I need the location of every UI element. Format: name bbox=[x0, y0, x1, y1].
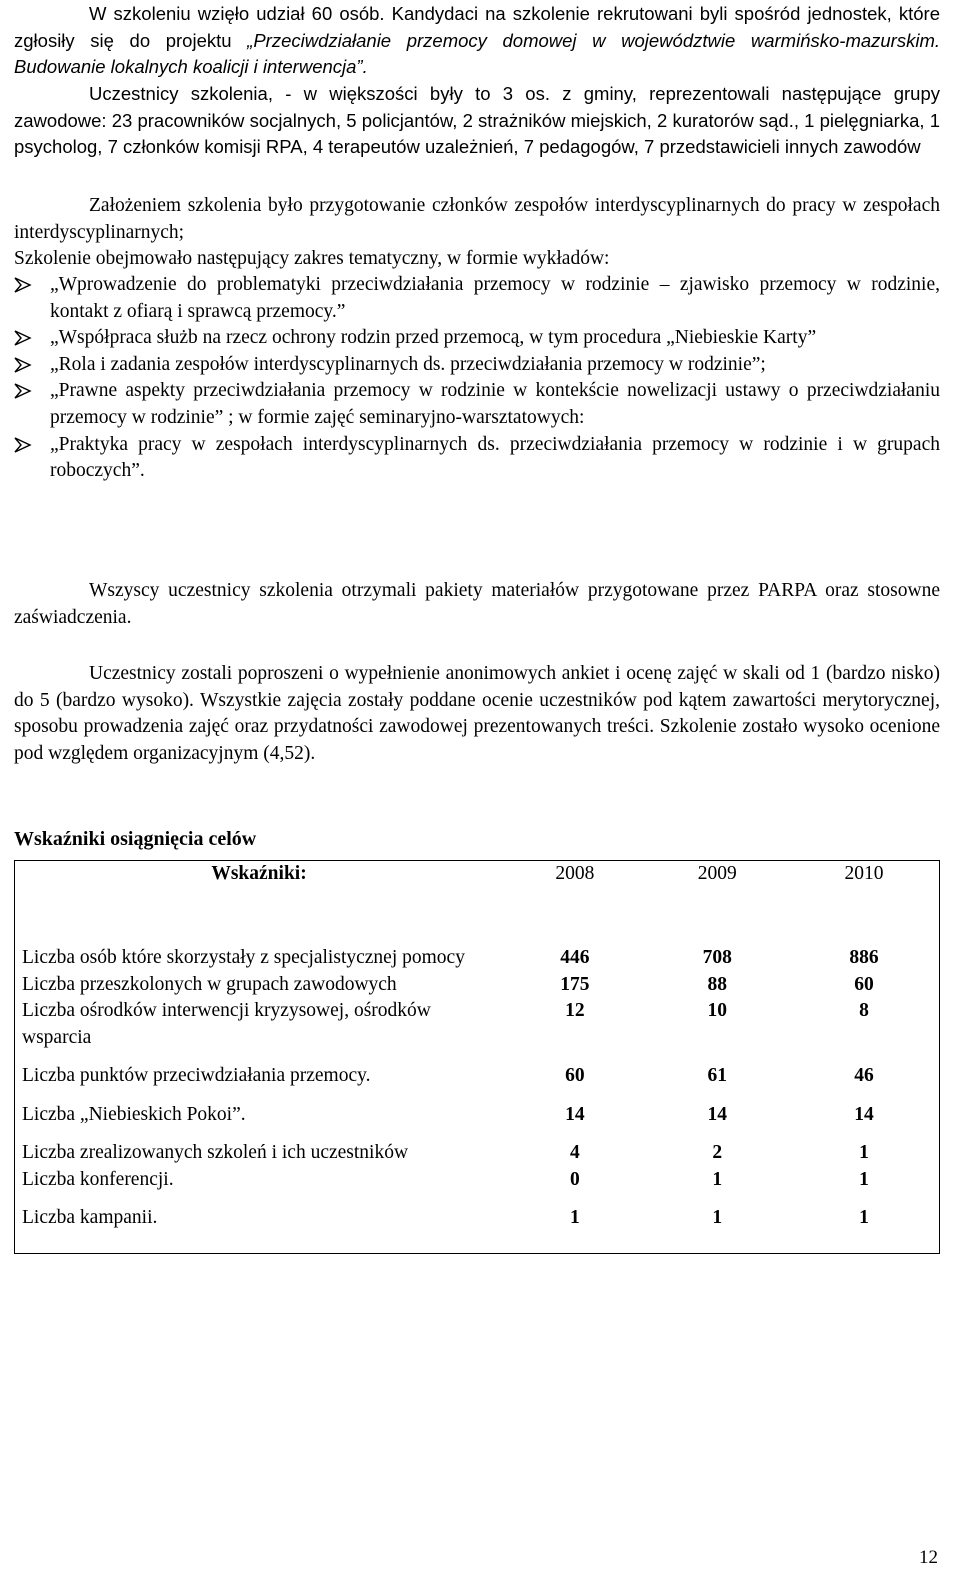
topics-list bbox=[14, 272, 940, 485]
page-number: 12 bbox=[919, 1547, 938, 1568]
table-row bbox=[15, 972, 940, 999]
row-label: Liczba osób które skorzystały z specjalistycznej pomocy bbox=[22, 947, 465, 968]
list-item: „Prawne aspekty przeciwdziałania przemocy w rodzinie w kontekście nowelizacji ustawy o przeciwdziałaniu przemocy w rodzinie” ; w formie zajęć seminaryjno-warsztatowych: bbox=[14, 378, 940, 431]
cell-value: 886 bbox=[849, 947, 879, 968]
cell-value: 60 bbox=[854, 973, 874, 995]
cell-value: 46 bbox=[854, 1065, 874, 1086]
cell-value: 88 bbox=[707, 973, 728, 995]
cell-value: 1 bbox=[569, 1207, 580, 1228]
row-label: Liczba konferencji. bbox=[22, 1168, 174, 1190]
cell-value: 708 bbox=[702, 947, 732, 968]
row-label: Liczba „Niebieskich Pokoi”. bbox=[22, 1103, 246, 1125]
cell-value: 14 bbox=[707, 1103, 728, 1125]
header-indicators: Wskaźniki: bbox=[211, 863, 307, 884]
table-row bbox=[15, 1063, 940, 1090]
table-row bbox=[15, 1102, 940, 1129]
table-row bbox=[15, 1140, 940, 1167]
table-row bbox=[15, 945, 940, 972]
table-row bbox=[15, 1205, 940, 1232]
evaluation-paragraph: Uczestnicy zostali poproszeni o wypełnienie anonimowych ankiet i ocenę zajęć w skali od 1 (bardzo nisko) do 5 (bardzo wysoko). Wszystkie zajęcia zostały poddane ocenie uczestników pod kątem zawartości merytorycznej, sposobu prowadzenia zajęć oraz przydatności zawodowej prezentowanych treści. Szkolenie zostało wysoko ocenione pod względem organizacyjnym (4,52). bbox=[14, 663, 940, 764]
cell-value: 60 bbox=[565, 1065, 585, 1086]
list-item: „Współpraca służb na rzecz ochrony rodzin przed przemocą, w tym procedura „Niebieskie Karty” bbox=[14, 325, 940, 352]
cell-value: 61 bbox=[707, 1065, 728, 1086]
row-label: Liczba zrealizowanych szkoleń i ich uczestników bbox=[22, 1142, 409, 1163]
header-year: 2010 bbox=[844, 863, 884, 884]
arrow-bullet-icon bbox=[14, 325, 50, 346]
row-label: Liczba punktów przeciwdziałania przemocy. bbox=[22, 1065, 371, 1086]
participants-paragraph: Uczestnicy szkolenia, - w większości były to 3 os. z gminy, reprezentowali następujące grupy zawodowe: 23 pracowników socjalnych, 5 policjantów, 2 strażników miejskich, 2 kuratorów sąd., 1 pielęgniarka, 1 psycholog, 7 członków komisji RPA, 4 terapeutów uzależnień, 7 pedagogów, 7 przedstawicieli innych zawodów bbox=[14, 83, 940, 158]
list-item: „Rola i zadania zespołów interdyscyplinarnych ds. przeciwdziałania przemocy w rodzinie”; bbox=[14, 352, 940, 379]
cell-value: 10 bbox=[707, 1000, 728, 1021]
cell-value: 175 bbox=[560, 973, 590, 995]
table-header-row bbox=[15, 861, 940, 934]
indicators-table bbox=[14, 860, 940, 1254]
cell-value: 8 bbox=[859, 1000, 869, 1021]
header-year: 2009 bbox=[697, 863, 737, 884]
arrow-bullet-icon bbox=[14, 352, 50, 373]
table-row bbox=[15, 998, 940, 1051]
cell-value: 1 bbox=[859, 1207, 869, 1228]
intro-paragraph bbox=[14, 1, 940, 81]
intro-text: W szkoleniu wzięło udział 60 osób. Kandydaci na szkolenie rekrutowani byli spośród jednostek, które zgłosiły się do projektu bbox=[14, 3, 940, 51]
row-label: Liczba kampanii. bbox=[22, 1207, 158, 1228]
scope-paragraph: Szkolenie obejmowało następujący zakres tematyczny, w formie wykładów: bbox=[14, 248, 610, 269]
table-row bbox=[15, 1167, 940, 1194]
cell-value: 446 bbox=[560, 947, 590, 968]
cell-value: 1 bbox=[859, 1168, 869, 1190]
materials-paragraph: Wszyscy uczestnicy szkolenia otrzymali pakiety materiałów przygotowane przez PARPA oraz stosowne zaświadczenia. bbox=[14, 580, 940, 628]
cell-value: 12 bbox=[565, 1000, 585, 1021]
goal-paragraph: Założeniem szkolenia było przygotowanie członków zespołów interdyscyplinarnych do pracy w zespołach interdyscyplinarnych; bbox=[14, 195, 940, 243]
cell-value: 1 bbox=[712, 1207, 723, 1228]
project-title: „Przeciwdziałanie przemocy domowej w województwie warmińsko-mazurskim. Budowanie lokalnych koalicji i interwencja”. bbox=[14, 29, 940, 78]
section-heading: Wskaźniki osiągnięcia celów bbox=[14, 828, 257, 850]
list-item: „Praktyka pracy w zespołach interdyscyplinarnych ds. przeciwdziałania przemocy w rodzinie i w grupach roboczych”. bbox=[14, 432, 940, 485]
arrow-bullet-icon bbox=[14, 432, 50, 453]
header-year: 2008 bbox=[555, 863, 595, 884]
arrow-bullet-icon bbox=[14, 272, 50, 293]
cell-value: 0 bbox=[569, 1168, 580, 1190]
cell-value: 1 bbox=[859, 1142, 869, 1163]
cell-value: 2 bbox=[712, 1142, 723, 1163]
row-label: Liczba ośrodków interwencji kryzysowej, ośrodków wsparcia bbox=[22, 1000, 431, 1048]
arrow-bullet-icon bbox=[14, 378, 50, 399]
cell-value: 1 bbox=[712, 1168, 723, 1190]
list-item: „Wprowadzenie do problematyki przeciwdziałania przemocy w rodzinie – zjawisko przemocy w rodzinie, kontakt z ofiarą i sprawcą przemocy.” bbox=[14, 272, 940, 325]
row-label: Liczba przeszkolonych w grupach zawodowych bbox=[22, 973, 397, 995]
cell-value: 14 bbox=[565, 1103, 585, 1125]
cell-value: 4 bbox=[569, 1142, 580, 1163]
cell-value: 14 bbox=[854, 1103, 874, 1125]
